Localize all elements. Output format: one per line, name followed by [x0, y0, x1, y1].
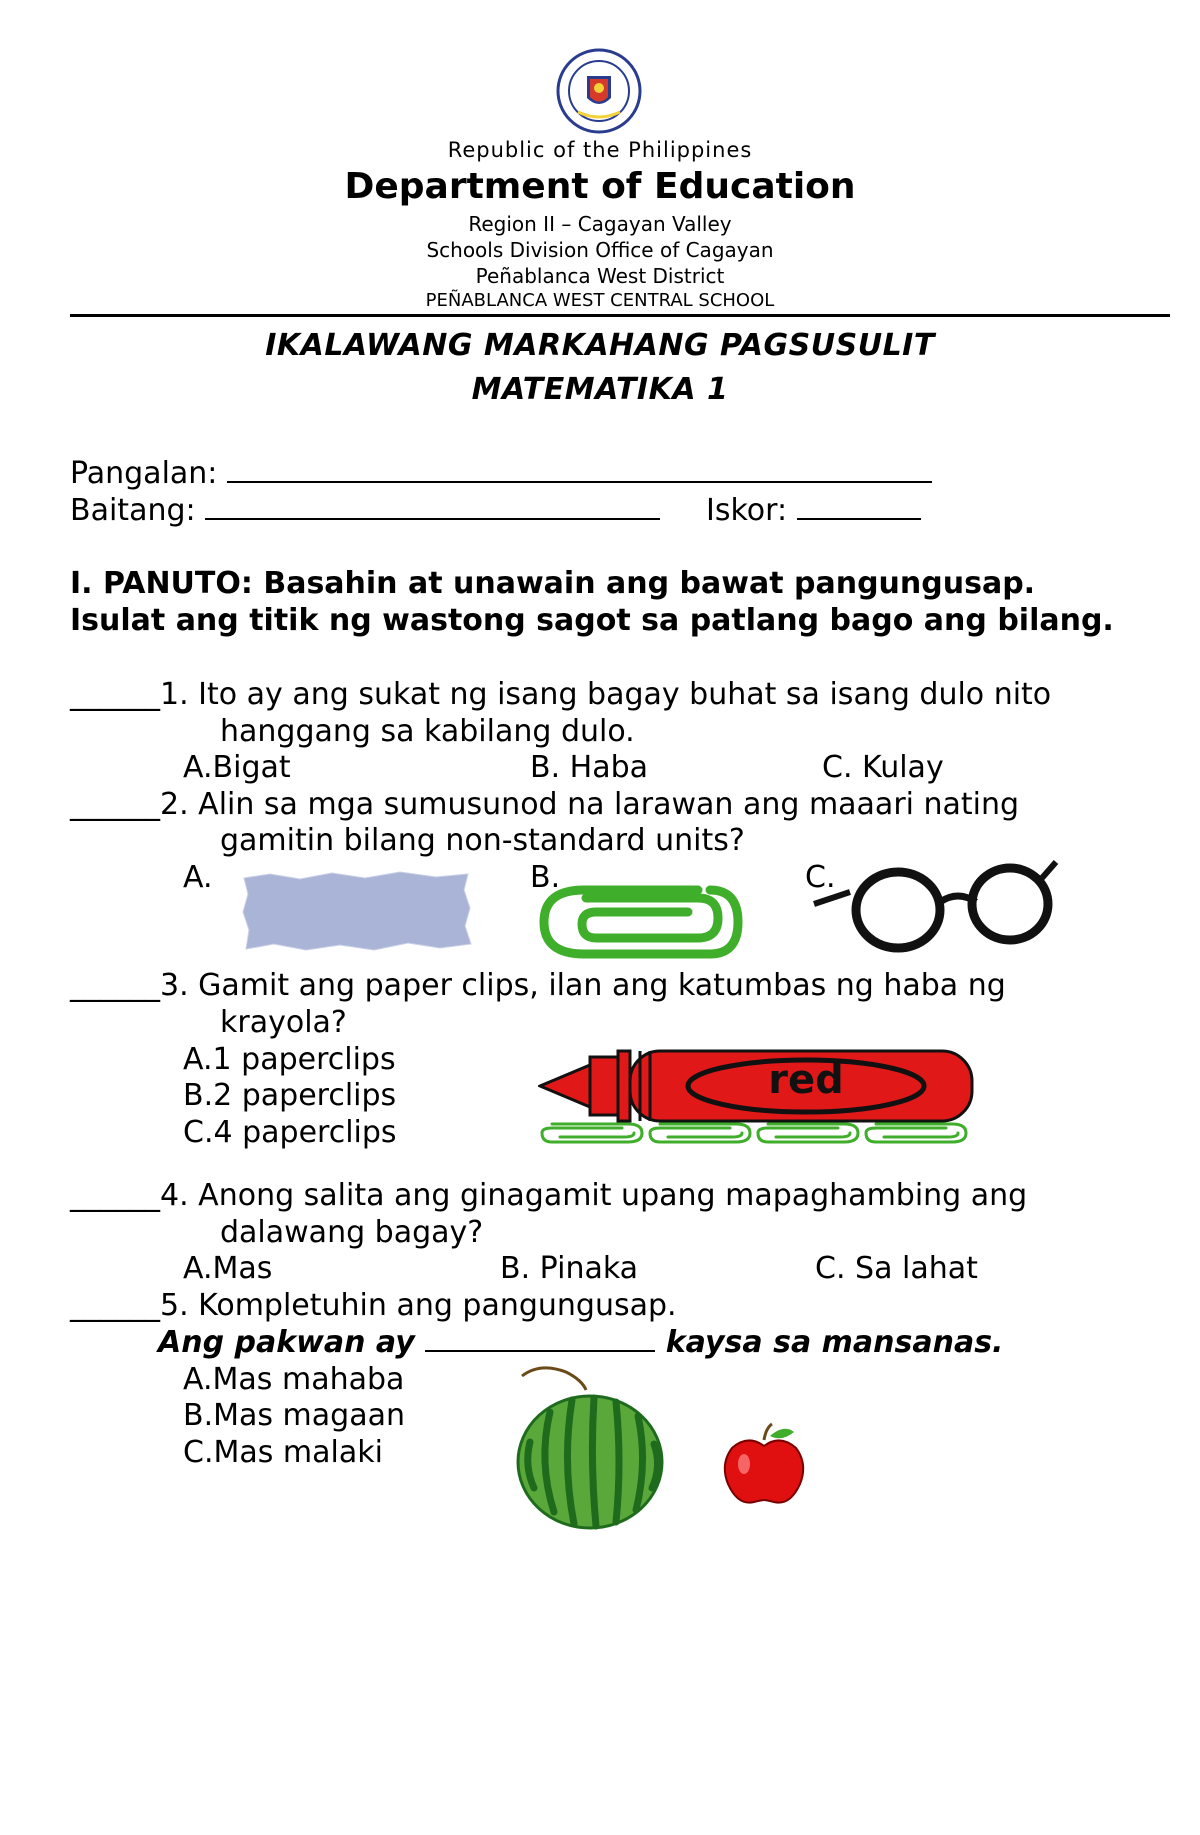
choice-letter: B. — [530, 750, 561, 785]
question-text: Gamit ang paper clips, ilan ang katumbas ng haba ng — [198, 968, 1006, 1003]
question-4 — [70, 1178, 1027, 1213]
choice-text: Mas mahaba — [212, 1362, 405, 1397]
exam-title: IKALAWANG MARKAHANG PAGSUSULIT — [265, 328, 935, 363]
question-4-continued: dalawang bagay? — [220, 1215, 484, 1250]
name-label: Pangalan: — [70, 456, 218, 491]
instruction-line-2: Isulat ang titik ng wastong sagot sa patlang bago ang bilang. — [70, 603, 1114, 638]
score-field[interactable] — [797, 517, 921, 520]
choice-4a — [183, 1251, 272, 1286]
choice-4c — [815, 1251, 978, 1286]
division-line: Schools Division Office of Cagayan — [426, 238, 774, 262]
choice-3b — [183, 1078, 396, 1113]
grade-field[interactable] — [205, 517, 660, 520]
choice-5a — [183, 1362, 404, 1397]
question-text: Anong salita ang ginagamit upang mapaghambing ang — [198, 1178, 1028, 1213]
choice-1a — [183, 750, 291, 785]
choice-text: Mas magaan — [213, 1398, 405, 1433]
apple-image — [720, 1420, 810, 1514]
name-field[interactable] — [227, 480, 932, 483]
score-row — [706, 493, 921, 528]
answer-blank[interactable]: ______ — [70, 1288, 160, 1323]
choice-text: 4 paperclips — [213, 1115, 397, 1150]
torn-paper-image — [240, 870, 475, 956]
question-number: 4. — [160, 1178, 189, 1213]
choice-letter: B. — [183, 1398, 214, 1433]
choice-text: Pinaka — [539, 1251, 639, 1286]
question-3 — [70, 968, 1006, 1003]
choice-letter: A. — [183, 1251, 213, 1286]
instruction-line-1: I. PANUTO: Basahin at unawain ang bawat pangungusap. — [70, 566, 1036, 601]
district-line: Peñablanca West District — [475, 264, 725, 288]
department-name: Department of Education — [344, 166, 856, 207]
sentence-end: kaysa sa mansanas. — [665, 1325, 1004, 1360]
choice-2a-letter: A. — [183, 860, 213, 895]
choice-5b — [183, 1398, 405, 1433]
question-text: Ito ay ang sukat ng isang bagay buhat sa isang dulo nito — [198, 677, 1052, 712]
choice-5c — [183, 1435, 383, 1470]
crayon-label: red — [768, 1057, 844, 1103]
choice-2b-letter: B. — [530, 860, 561, 895]
choice-1c — [822, 750, 944, 785]
choice-letter: A. — [183, 1362, 213, 1397]
choice-letter: C. — [822, 750, 853, 785]
question-text: Kompletuhin ang pangungusap. — [198, 1288, 677, 1323]
eyeglasses-image — [810, 852, 1060, 966]
question-number: 3. — [160, 968, 189, 1003]
question-number: 1. — [160, 677, 189, 712]
watermelon-image — [510, 1362, 670, 1536]
exam-subject: MATEMATIKA 1 — [471, 372, 729, 407]
choice-text: Bigat — [212, 750, 291, 785]
choice-letter: A. — [183, 750, 213, 785]
choice-letter: A. — [183, 1042, 213, 1077]
choice-3c — [183, 1115, 397, 1150]
choice-text: Kulay — [862, 750, 944, 785]
choice-letter: C. — [183, 1435, 214, 1470]
region-line: Region II – Cagayan Valley — [468, 212, 732, 236]
choice-2c-letter: C. — [805, 860, 836, 895]
paper-clip-image — [538, 872, 744, 966]
choice-text: Mas malaki — [213, 1435, 383, 1470]
question-text: Alin sa mga sumusunod na larawan ang maaari nating — [198, 787, 1020, 822]
question-3-continued: krayola? — [220, 1005, 347, 1040]
school-name: PEÑABLANCA WEST CENTRAL SCHOOL — [425, 290, 775, 311]
republic-line: Republic of the Philippines — [447, 138, 753, 162]
answer-blank[interactable]: ______ — [70, 968, 160, 1003]
question-number: 2. — [160, 787, 189, 822]
choice-3a — [183, 1042, 396, 1077]
name-row — [70, 456, 932, 491]
question-2 — [70, 787, 1019, 822]
deped-seal — [556, 48, 642, 134]
grade-label: Baitang: — [70, 493, 196, 528]
choice-text: Mas — [212, 1251, 273, 1286]
sentence-start: Ang pakwan ay — [158, 1325, 415, 1360]
choice-text: Haba — [569, 750, 649, 785]
paperclip-row-image — [538, 1118, 978, 1152]
choice-letter: B. — [183, 1078, 214, 1113]
question-1 — [70, 677, 1051, 712]
header-divider — [70, 314, 1170, 317]
choice-letter: C. — [815, 1251, 846, 1286]
answer-blank[interactable]: ______ — [70, 787, 160, 822]
score-label: Iskor: — [706, 493, 788, 528]
question-1-continued: hanggang sa kabilang dulo. — [220, 714, 635, 749]
grade-row — [70, 493, 660, 528]
choice-text: 2 paperclips — [213, 1078, 397, 1113]
question-number: 5. — [160, 1288, 189, 1323]
choice-letter: B. — [500, 1251, 531, 1286]
choice-text: 1 paperclips — [212, 1042, 396, 1077]
question-2-continued: gamitin bilang non-standard units? — [220, 823, 745, 858]
choice-4b — [500, 1251, 638, 1286]
choice-text: Sa lahat — [855, 1251, 978, 1286]
answer-blank[interactable]: ______ — [70, 677, 160, 712]
choice-1b — [530, 750, 648, 785]
sentence-blank[interactable] — [425, 1349, 655, 1352]
question-5-sentence — [158, 1325, 1003, 1360]
answer-blank[interactable]: ______ — [70, 1178, 160, 1213]
choice-letter: C. — [183, 1115, 214, 1150]
question-5 — [70, 1288, 677, 1323]
